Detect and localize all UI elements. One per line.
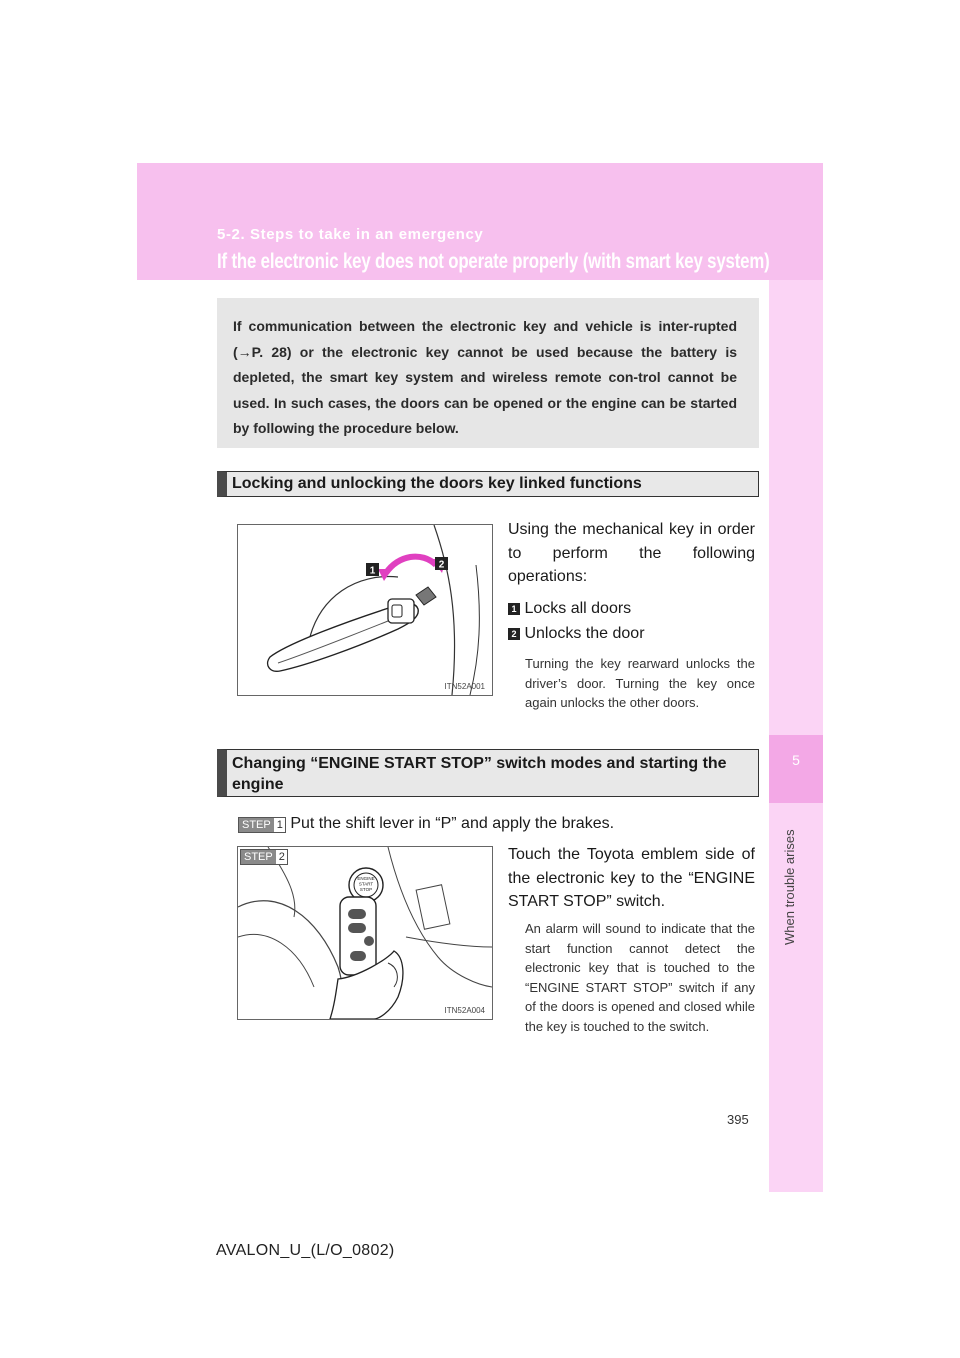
- svg-text:STOP: STOP: [359, 887, 373, 892]
- chapter-tab[interactable]: [769, 735, 823, 803]
- figure-code: ITN52A001: [444, 682, 485, 691]
- figure-code: ITN52A004: [444, 1006, 485, 1015]
- list-item-unlock: [508, 622, 755, 646]
- step-2-text: Touch the Toyota emblem side of the electronic key to the “ENGINE START STOP” switch.: [508, 846, 755, 910]
- callout-1-label: 1: [369, 565, 376, 577]
- step-badge: STEP 1: [238, 817, 286, 833]
- item-label: Unlocks the door: [524, 625, 645, 642]
- svg-text:ENGINE: ENGINE: [357, 876, 375, 881]
- locking-note: Turning the key rearward unlocks the driver’s door. Turning the key once again unlocks the other doors.: [525, 656, 755, 710]
- callout-2-label: 2: [438, 559, 445, 571]
- item-number-badge: 1: [508, 603, 520, 615]
- step-1-text: Put the shift lever in “P” and apply the brakes.: [290, 815, 615, 832]
- list-item-lock: [508, 597, 755, 621]
- door-handle-figure: [237, 524, 493, 696]
- engine-note: An alarm will sound to indicate that the start function cannot detect the electronic key that is touched to the “ENGINE START STOP” switch if any of the doors is opened and closed while the key is touched to the switch.: [525, 921, 755, 1034]
- chapter-number: 5: [792, 752, 800, 768]
- locking-lead-text: Using the mechanical key in order to perform the following operations:: [508, 521, 755, 585]
- section-heading-engine: Changing “ENGINE START STOP” switch modes and starting the engine: [217, 749, 759, 797]
- step-1: [238, 812, 758, 836]
- section-label: 5-2. Steps to take in an emergency: [217, 226, 484, 243]
- item-label: Locks all doors: [524, 600, 632, 617]
- page-number: 395: [727, 1112, 749, 1127]
- item-number-badge: 2: [508, 628, 520, 640]
- step-badge: STEP 2: [240, 849, 288, 865]
- page-title: If the electronic key does not operate properly (with smart key system): [217, 250, 770, 273]
- document-code: AVALON_U_(L/O_0802): [216, 1242, 395, 1259]
- engine-switch-illustration: [238, 847, 492, 1019]
- door-handle-illustration: [238, 525, 492, 695]
- svg-text:START: START: [358, 881, 374, 887]
- chapter-title: When trouble arises: [782, 829, 797, 945]
- section-heading-locking: Locking and unlocking the doors key linked functions: [217, 471, 759, 497]
- engine-switch-figure: [237, 846, 493, 1020]
- intro-text: If communication between the electronic key and vehicle is inter-rupted (→P. 28) or the electronic key cannot be used because the battery is depleted, the smart key system and wireless remote con-trol cannot be used. In such cases, the doors can be opened or the engine can be started by following the procedure below.: [233, 318, 737, 436]
